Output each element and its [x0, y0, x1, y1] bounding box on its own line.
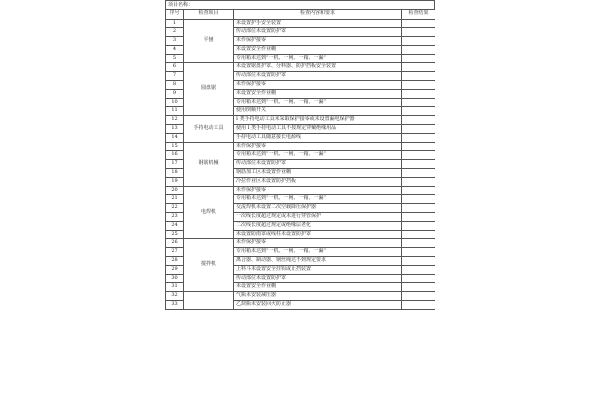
row-number: 6 [166, 63, 184, 72]
requirement-text: 未设置安全作业棚 [234, 283, 402, 292]
requirement-text: 上料斗未设置安全挂钩或止挡装置 [234, 265, 402, 274]
row-number: 16 [166, 151, 184, 160]
table-row [166, 186, 436, 195]
row-number: 17 [166, 160, 184, 169]
table-row [166, 19, 436, 28]
requirement-text: 钢筋加工区未设置作业棚 [234, 169, 402, 178]
row-number: 28 [166, 257, 184, 266]
table-row [166, 142, 436, 151]
row-number: 25 [166, 230, 184, 239]
requirement-text: 专用箱未达到“一机、一闸、一箱、一漏” [234, 248, 402, 257]
row-number: 3 [166, 37, 184, 46]
row-number: 29 [166, 265, 184, 274]
row-number: 31 [166, 283, 184, 292]
result-cell[interactable] [402, 142, 436, 151]
header-requirement: 检查内容和要求 [234, 10, 402, 20]
result-cell[interactable] [402, 28, 436, 37]
result-cell[interactable] [402, 283, 436, 292]
requirement-text: 专用箱未达到“一机、一闸、一箱、一漏” [234, 151, 402, 160]
inspection-item [184, 292, 234, 310]
row-number: 9 [166, 89, 184, 98]
requirement-text: 未作保护接零 [234, 142, 402, 151]
table-row [166, 239, 436, 248]
row-number: 14 [166, 133, 184, 142]
row-number: 23 [166, 213, 184, 222]
requirement-text: 气瓶未安装减压器 [234, 292, 402, 301]
result-cell[interactable] [402, 89, 436, 98]
requirement-text: 未设置防雨罩或线柱未设置防护罩 [234, 230, 402, 239]
requirement-text: 专用箱未达到“一机、一闸、一箱、一漏” [234, 98, 402, 107]
row-number: 13 [166, 125, 184, 134]
inspection-item: 手持电动工具 [184, 116, 234, 142]
result-cell[interactable] [402, 301, 436, 310]
requirement-text: 交流焊机未设置二次空载降压保护器 [234, 204, 402, 213]
header-row [166, 10, 436, 20]
requirement-text: 手持电动工具随意接长电源线 [234, 133, 402, 142]
table-row [166, 292, 436, 301]
requirement-text: 离合器、制动器、钢丝绳达不到规定要求 [234, 257, 402, 266]
result-cell[interactable] [402, 54, 436, 63]
row-number: 18 [166, 169, 184, 178]
result-cell[interactable] [402, 257, 436, 266]
requirement-text: 冷拉作业区未设置防护挡板 [234, 177, 402, 186]
inspection-item: 钢筋机械 [184, 142, 234, 186]
requirement-text: 专用箱未达到“一机、一闸、一箱、一漏” [234, 54, 402, 63]
result-cell[interactable] [402, 116, 436, 125]
requirement-text: 乙炔瓶未安装回火防止器 [234, 301, 402, 310]
inspection-table [165, 9, 435, 310]
result-cell[interactable] [402, 81, 436, 90]
header-item: 检查项目 [184, 10, 234, 20]
result-cell[interactable] [402, 63, 436, 72]
table-row [166, 63, 436, 72]
table-row [166, 116, 436, 125]
result-cell[interactable] [402, 213, 436, 222]
requirement-text: 未作保护接零 [234, 37, 402, 46]
result-cell[interactable] [402, 45, 436, 54]
result-cell[interactable] [402, 195, 436, 204]
requirement-text: 传动部位未设置防护罩 [234, 72, 402, 81]
result-cell[interactable] [402, 274, 436, 283]
inspection-item: 平刨 [184, 19, 234, 63]
result-cell[interactable] [402, 151, 436, 160]
result-cell[interactable] [402, 19, 436, 28]
result-cell[interactable] [402, 169, 436, 178]
table-body [166, 19, 436, 309]
row-number: 27 [166, 248, 184, 257]
result-cell[interactable] [402, 248, 436, 257]
row-number: 2 [166, 28, 184, 37]
result-cell[interactable] [402, 221, 436, 230]
result-cell[interactable] [402, 230, 436, 239]
result-cell[interactable] [402, 239, 436, 248]
result-cell[interactable] [402, 204, 436, 213]
row-number: 30 [166, 274, 184, 283]
row-number: 11 [166, 107, 184, 116]
requirement-text: 二次线长度超过规定或绝缘层老化 [234, 221, 402, 230]
requirement-text: 未设置护手安全装置 [234, 19, 402, 28]
result-cell[interactable] [402, 107, 436, 116]
row-number: 15 [166, 142, 184, 151]
requirement-text: 未设置安全作业棚 [234, 45, 402, 54]
inspection-item: 搅拌机 [184, 239, 234, 292]
requirement-text: 未作保护接零 [234, 239, 402, 248]
requirement-text: 传动部位未设置防护罩 [234, 160, 402, 169]
row-number: 21 [166, 195, 184, 204]
row-number: 4 [166, 45, 184, 54]
result-cell[interactable] [402, 177, 436, 186]
row-number: 5 [166, 54, 184, 63]
result-cell[interactable] [402, 160, 436, 169]
requirement-text: 未作保护接零 [234, 81, 402, 90]
row-number: 26 [166, 239, 184, 248]
inspection-item: 电焊机 [184, 186, 234, 239]
result-cell[interactable] [402, 265, 436, 274]
inspection-item: 圆盘锯 [184, 63, 234, 116]
result-cell[interactable] [402, 133, 436, 142]
inspection-sheet [165, 0, 435, 400]
row-number: 20 [166, 186, 184, 195]
row-number: 8 [166, 81, 184, 90]
requirement-text: 传动部位未设置防护罩 [234, 28, 402, 37]
requirement-text: 传动部位未设置防护罩 [234, 274, 402, 283]
requirement-text: 未设置锯盘护罩、分料器、防护挡板安全装置 [234, 63, 402, 72]
row-number: 1 [166, 19, 184, 28]
result-cell[interactable] [402, 186, 436, 195]
row-number: 19 [166, 177, 184, 186]
row-number: 24 [166, 221, 184, 230]
requirement-text: I 类手持电动工具未采取保护接零或未设置漏电保护器 [234, 116, 402, 125]
requirement-text: 未设置安全作业棚 [234, 89, 402, 98]
result-cell[interactable] [402, 292, 436, 301]
row-number: 10 [166, 98, 184, 107]
result-cell[interactable] [402, 72, 436, 81]
requirement-text: 专用箱未达到“一机、一闸、一箱、一漏” [234, 195, 402, 204]
requirement-text: 未作保护接零 [234, 186, 402, 195]
header-result: 检查结果 [402, 10, 436, 20]
header-no: 序号 [166, 10, 184, 20]
result-cell[interactable] [402, 37, 436, 46]
row-number: 33 [166, 301, 184, 310]
project-name-label: 项目名称： [165, 0, 435, 9]
row-number: 12 [166, 116, 184, 125]
row-number: 32 [166, 292, 184, 301]
result-cell[interactable] [402, 98, 436, 107]
requirement-text: 一次线长度超过规定或未进行穿管保护 [234, 213, 402, 222]
row-number: 7 [166, 72, 184, 81]
requirement-text: 使用 I 类手持电动工具不按规定穿戴绝缘用品 [234, 125, 402, 134]
requirement-text: 使用倒顺开关 [234, 107, 402, 116]
result-cell[interactable] [402, 125, 436, 134]
row-number: 22 [166, 204, 184, 213]
